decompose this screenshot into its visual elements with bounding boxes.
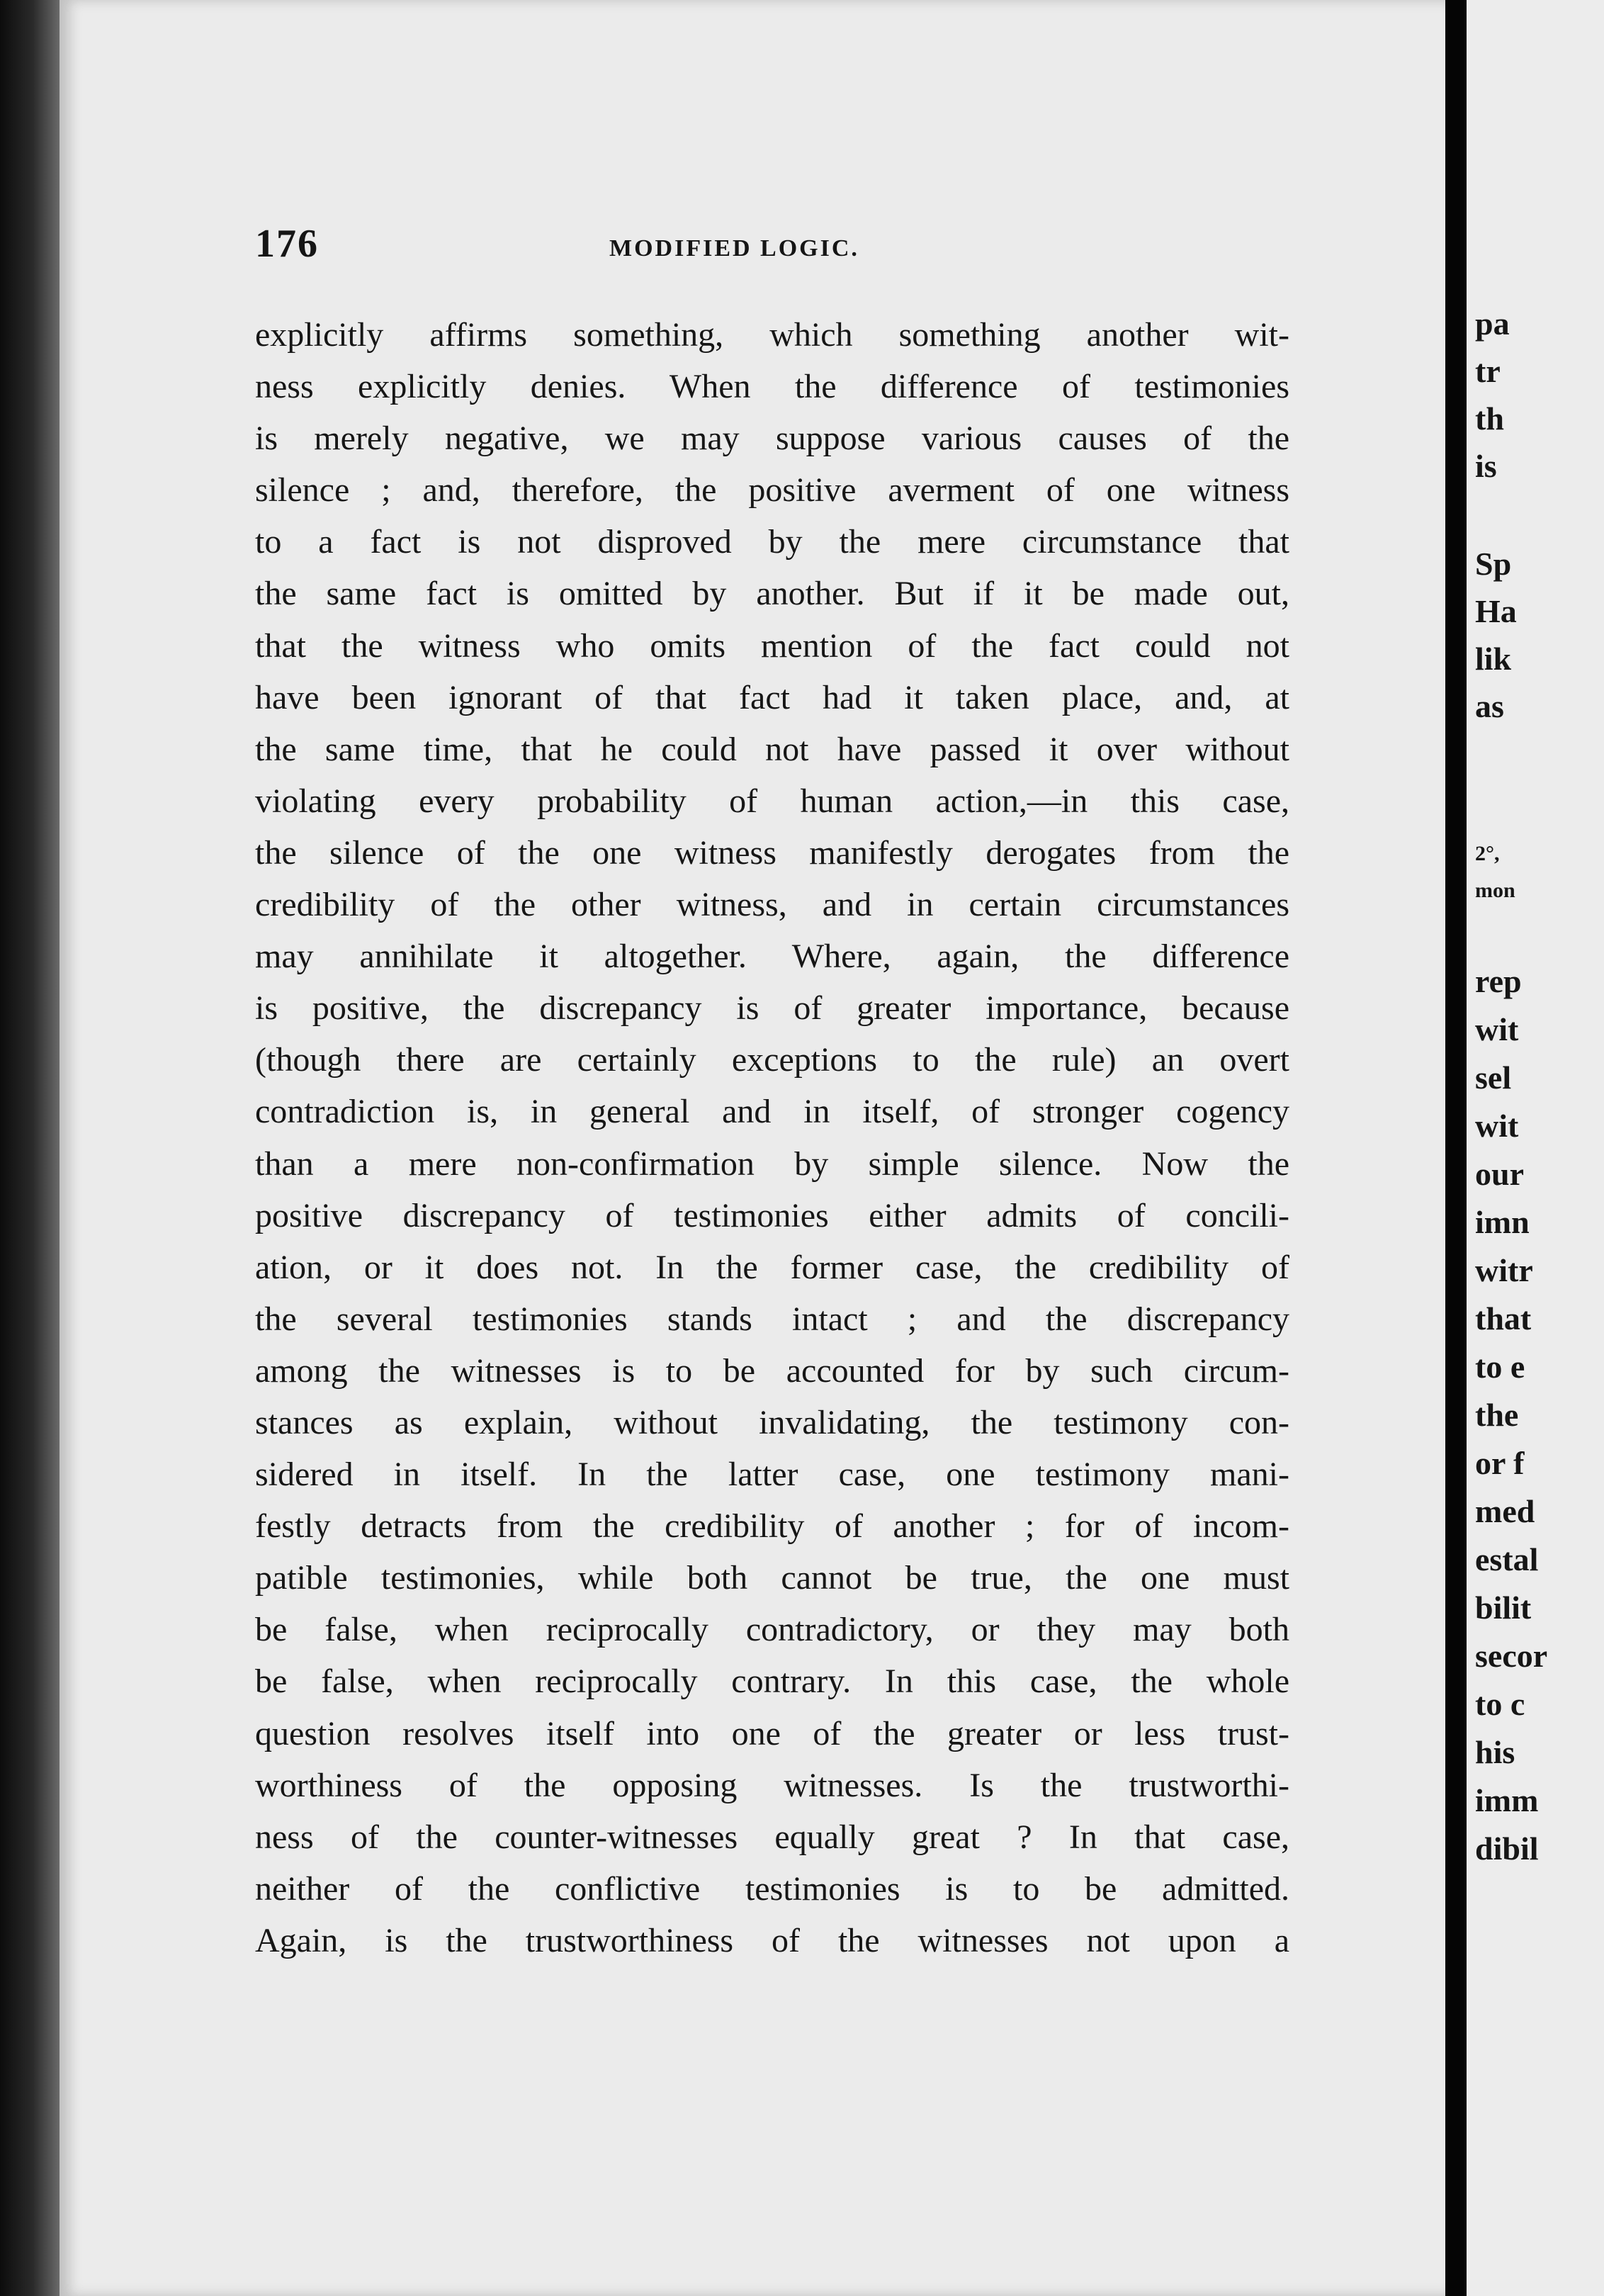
- facing-page-fragment: mon: [1475, 879, 1515, 902]
- text-line: have been ignorant of that fact had it taken place, and, at: [255, 678, 1289, 716]
- page-edge-shadow: [0, 0, 60, 2296]
- text-line: credibility of the other witness, and in certain circumstances: [255, 886, 1289, 924]
- text-line: festly detracts from the credibility of another ; for of incom-: [255, 1507, 1289, 1546]
- facing-page-fragment: dibil: [1475, 1830, 1539, 1867]
- text-line: is merely negative, we may suppose various causes of the: [255, 420, 1289, 458]
- facing-page-fragment: rep: [1475, 963, 1522, 999]
- text-line: neither of the conflictive testimonies is to be admitted.: [255, 1869, 1289, 1908]
- facing-page-fragment: witr: [1475, 1252, 1533, 1288]
- facing-page-fragment: is: [1475, 448, 1497, 484]
- facing-page-fragment: pa: [1475, 305, 1510, 342]
- body-paragraph: [255, 309, 1289, 1966]
- text-line: ness explicitly denies. When the difference of testimonies: [255, 368, 1289, 406]
- text-line: is positive, the discrepancy is of greater importance, because: [255, 989, 1289, 1028]
- page-number: 176: [255, 222, 319, 266]
- facing-page-fragment: tr: [1475, 353, 1501, 389]
- text-line: Again, is the trustworthiness of the witnesses not upon a: [255, 1921, 1289, 1959]
- facing-page-fragment: bilit: [1475, 1589, 1532, 1626]
- text-line: to a fact is not disproved by the mere circumstance that: [255, 523, 1289, 561]
- facing-page-fragment: imn: [1475, 1204, 1530, 1240]
- text-line: be false, when reciprocally contradictory, or they may both: [255, 1611, 1289, 1649]
- facing-page-fragment: 2°,: [1475, 842, 1500, 865]
- facing-page-fragment: estal: [1475, 1541, 1539, 1577]
- text-line: ness of the counter-witnesses equally great ? In that case,: [255, 1818, 1289, 1856]
- text-line: contradiction is, in general and in itself, of stronger cogency: [255, 1093, 1289, 1131]
- text-line: the same time, that he could not have passed it over without: [255, 730, 1289, 768]
- facing-page-fragment: the: [1475, 1397, 1519, 1433]
- text-line: among the witnesses is to be accounted for by such circum-: [255, 1351, 1289, 1390]
- text-line: sidered in itself. In the latter case, one testimony mani-: [255, 1456, 1289, 1494]
- facing-page-fragment: his: [1475, 1734, 1515, 1770]
- text-line: violating every probability of human action,—in this case,: [255, 782, 1289, 820]
- facing-page-fragment: th: [1475, 400, 1504, 437]
- text-line: positive discrepancy of testimonies either admits of concili-: [255, 1196, 1289, 1234]
- text-line: (though there are certainly exceptions to the rule) an overt: [255, 1041, 1289, 1079]
- facing-page-fragment: sel: [1475, 1059, 1512, 1096]
- facing-page-fragment: or f: [1475, 1445, 1525, 1481]
- text-line: the same fact is omitted by another. But if it be made out,: [255, 575, 1289, 613]
- facing-page-fragment: as: [1475, 688, 1504, 724]
- facing-page-fragment: to e: [1475, 1349, 1525, 1385]
- running-head: [255, 221, 1289, 271]
- facing-page-fragment: wit: [1475, 1108, 1519, 1144]
- text-line: that the witness who omits mention of the fact could not: [255, 626, 1289, 665]
- facing-page-177: [1467, 0, 1604, 2296]
- text-line: patible testimonies, while both cannot be true, the one must: [255, 1559, 1289, 1597]
- text-line: question resolves itself into one of the greater or less trust-: [255, 1714, 1289, 1752]
- facing-page-fragment: wit: [1475, 1011, 1519, 1047]
- facing-page-fragment: secor: [1475, 1638, 1548, 1674]
- text-line: than a mere non-confirmation by simple silence. Now the: [255, 1144, 1289, 1183]
- facing-page-fragment: our: [1475, 1156, 1524, 1192]
- text-line: ation, or it does not. In the former case, the credibility of: [255, 1248, 1289, 1286]
- facing-page-fragment: imm: [1475, 1782, 1539, 1818]
- text-line: explicitly affirms something, which something another wit-: [255, 316, 1289, 354]
- text-line: the several testimonies stands intact ; and the discrepancy: [255, 1300, 1289, 1338]
- book-spine-gutter: [1445, 0, 1467, 2296]
- facing-page-fragment: lik: [1475, 641, 1512, 677]
- text-line: the silence of the one witness manifestly derogates from the: [255, 833, 1289, 872]
- facing-page-fragment: that: [1475, 1300, 1532, 1336]
- running-head-title: MODIFIED LOGIC.: [609, 235, 859, 261]
- text-line: may annihilate it altogether. Where, again, the difference: [255, 938, 1289, 976]
- text-line: stances as explain, without invalidating, the testimony con-: [255, 1403, 1289, 1441]
- facing-page-fragment: med: [1475, 1493, 1535, 1529]
- text-line: silence ; and, therefore, the positive averment of one witness: [255, 471, 1289, 510]
- facing-page-fragment: Ha: [1475, 593, 1517, 629]
- text-line: be false, when reciprocally contrary. In this case, the whole: [255, 1662, 1289, 1701]
- facing-page-text: [1467, 0, 1604, 2296]
- facing-page-fragment: Sp: [1475, 546, 1512, 582]
- text-line: worthiness of the opposing witnesses. Is the trustworthi-: [255, 1766, 1289, 1804]
- facing-page-fragment: to c: [1475, 1686, 1525, 1722]
